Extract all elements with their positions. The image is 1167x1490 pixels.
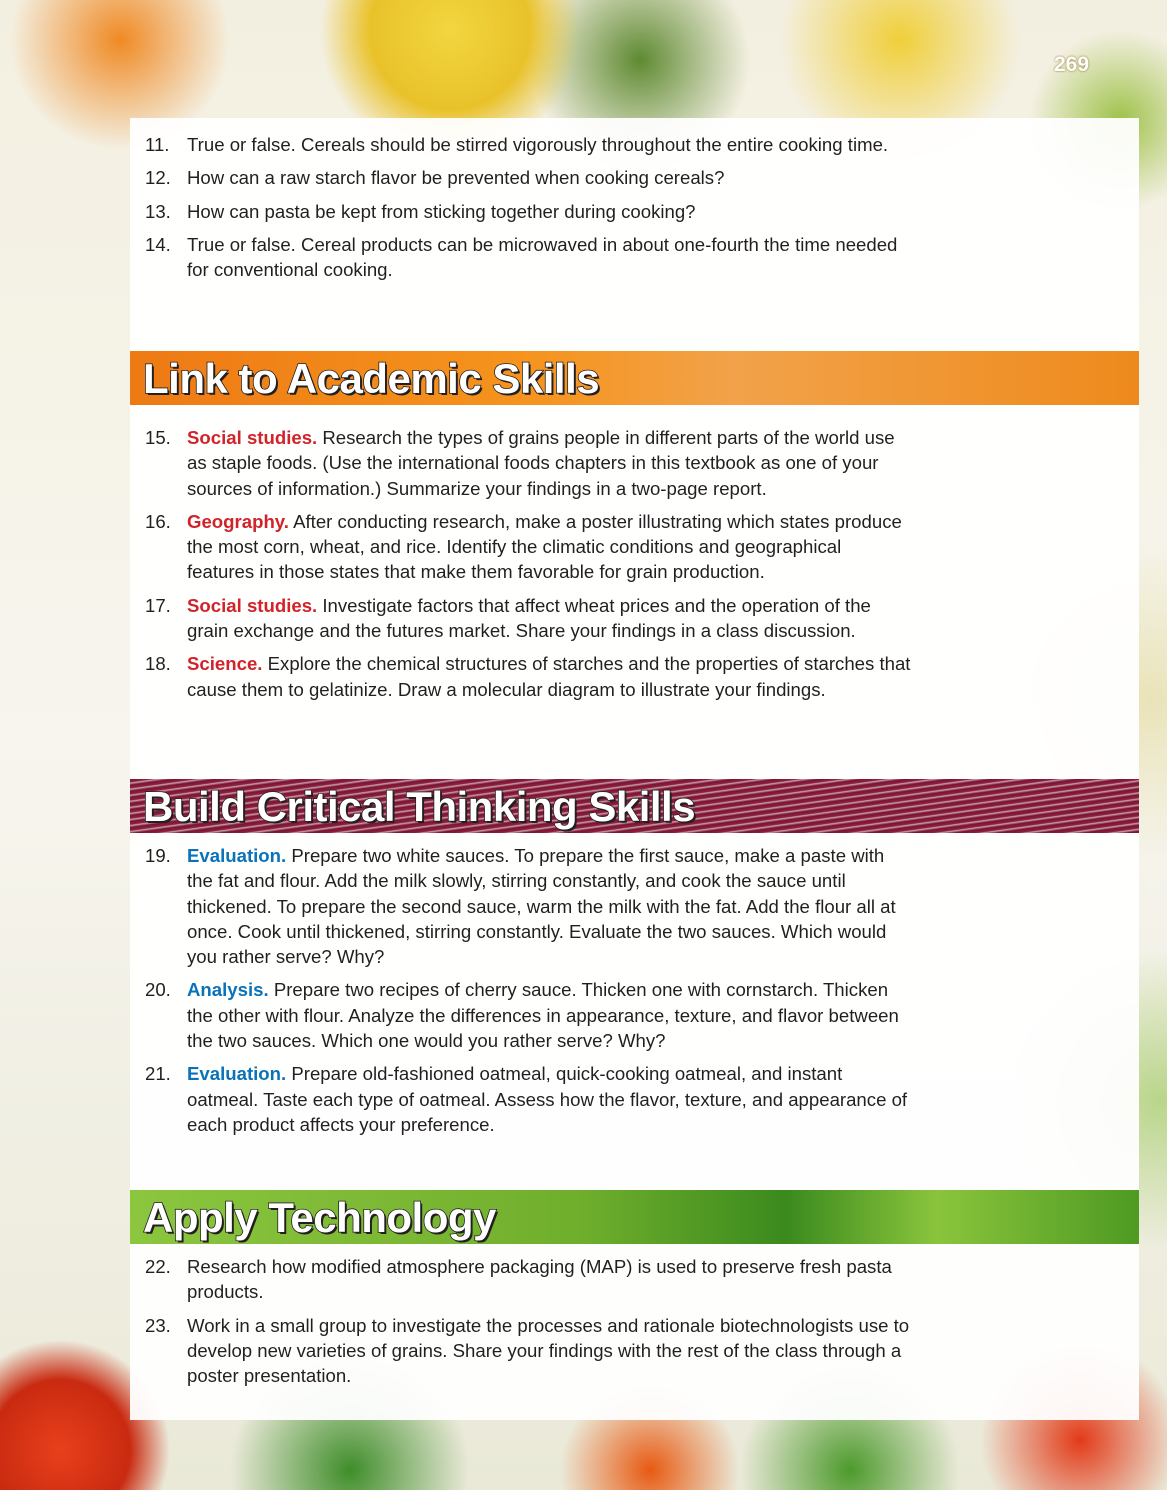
item-text: How can a raw starch flavor be prevented when cooking cereals? xyxy=(187,167,725,189)
item-text: Work in a small group to investigate the processes and rationale biotechnologists use to develop new varieties of grains. Share your findings with the rest of the class through a poster presentation. xyxy=(187,1314,910,1387)
section-title: Build Critical Thinking Skills xyxy=(143,783,696,830)
item-number: 18. xyxy=(145,653,171,675)
item-number: 15. xyxy=(145,427,171,448)
list-item xyxy=(140,509,920,585)
item-label: Social studies. xyxy=(187,594,318,616)
list-item xyxy=(140,1061,920,1137)
critical-thinking-list xyxy=(140,843,920,1145)
list-item xyxy=(140,165,920,190)
list-item xyxy=(140,232,920,283)
item-number: 12. xyxy=(145,167,171,189)
item-text xyxy=(187,843,912,969)
section-title: Apply Technology xyxy=(143,1194,496,1241)
list-item xyxy=(140,977,920,1053)
page-number: 269 xyxy=(1054,53,1090,76)
item-body: Explore the chemical structures of starches and the properties of starches that cause them to gelatinize. Draw a molecular diagram to illustrate your findings. xyxy=(187,653,911,700)
item-body: Prepare two white sauces. To prepare the first sauce, make a paste with the fat and flour. Add the milk slowly, stirring constantly, and cook the sauce until thickened. To prepare the second sauce, warm the milk with the fat. Add the flour all at once. Cook until thickened, stirring constantly. Evaluate the two sauces. Which would you rather serve? Why? xyxy=(187,845,896,968)
item-number: 20. xyxy=(145,979,171,1001)
item-number: 23. xyxy=(145,1314,171,1336)
item-number: 21. xyxy=(145,1063,171,1085)
item-text xyxy=(187,1061,912,1137)
item-text: True or false. Cereals should be stirred vigorously throughout the entire cooking time. xyxy=(187,134,889,155)
item-text: Research how modified atmosphere packaging (MAP) is used to preserve fresh pasta products. xyxy=(187,1256,892,1303)
section-header-academic xyxy=(130,351,1139,405)
list-item xyxy=(140,199,920,224)
list-item xyxy=(140,425,920,501)
item-text xyxy=(187,651,912,702)
item-label: Social studies. xyxy=(187,427,318,448)
section-header-technology xyxy=(130,1190,1139,1244)
item-body: Prepare old-fashioned oatmeal, quick-cooking oatmeal, and instant oatmeal. Taste each type of oatmeal. Assess how the flavor, texture, and appearance of each product affects your preference. xyxy=(187,1063,908,1135)
item-number: 14. xyxy=(145,233,171,255)
list-item xyxy=(140,593,920,644)
item-number: 17. xyxy=(145,594,171,616)
list-item xyxy=(140,1254,920,1305)
item-body: Investigate factors that affect wheat prices and the operation of the grain exchange and the futures market. Share your findings in a class discussion. xyxy=(187,594,871,642)
item-text xyxy=(187,593,912,644)
item-text: True or false. Cereal products can be microwaved in about one-fourth the time needed for conventional cooking. xyxy=(187,233,898,281)
list-item xyxy=(140,1313,920,1389)
item-text xyxy=(187,509,912,585)
item-text xyxy=(187,977,912,1053)
item-number: 16. xyxy=(145,510,171,532)
item-label: Geography. xyxy=(187,510,289,532)
item-body: Research the types of grains people in different parts of the world use as staple foods. (Use the international foods chapters in this textbook as one of your sources of information.) Summarize your findings in a two-page report. xyxy=(187,427,895,499)
review-questions xyxy=(140,132,920,290)
item-label: Evaluation. xyxy=(187,1063,287,1085)
list-item xyxy=(140,132,920,157)
section-header-critical-thinking xyxy=(130,779,1139,833)
item-body: After conducting research, make a poster illustrating which states produce the most corn, wheat, and rice. Identify the climatic conditions and geographical features in those states that make them favorable for grain production. xyxy=(187,510,902,583)
item-number: 22. xyxy=(145,1256,171,1277)
item-body: Prepare two recipes of cherry sauce. Thicken one with cornstarch. Thicken the other with flour. Analyze the differences in appearance, texture, and flavor between the two sauces. Which one would you rather serve? Why? xyxy=(187,979,899,1052)
item-label: Science. xyxy=(187,653,263,675)
list-item xyxy=(140,843,920,969)
item-text xyxy=(187,425,912,501)
technology-list xyxy=(140,1254,920,1396)
academic-skills-list xyxy=(140,425,920,710)
item-text: How can pasta be kept from sticking together during cooking? xyxy=(187,200,696,222)
section-title: Link to Academic Skills xyxy=(143,355,600,402)
item-number: 13. xyxy=(145,200,171,222)
item-label: Evaluation. xyxy=(187,845,287,866)
item-label: Analysis. xyxy=(187,979,269,1001)
list-item xyxy=(140,651,920,702)
item-number: 11. xyxy=(145,134,170,155)
item-number: 19. xyxy=(145,845,171,866)
